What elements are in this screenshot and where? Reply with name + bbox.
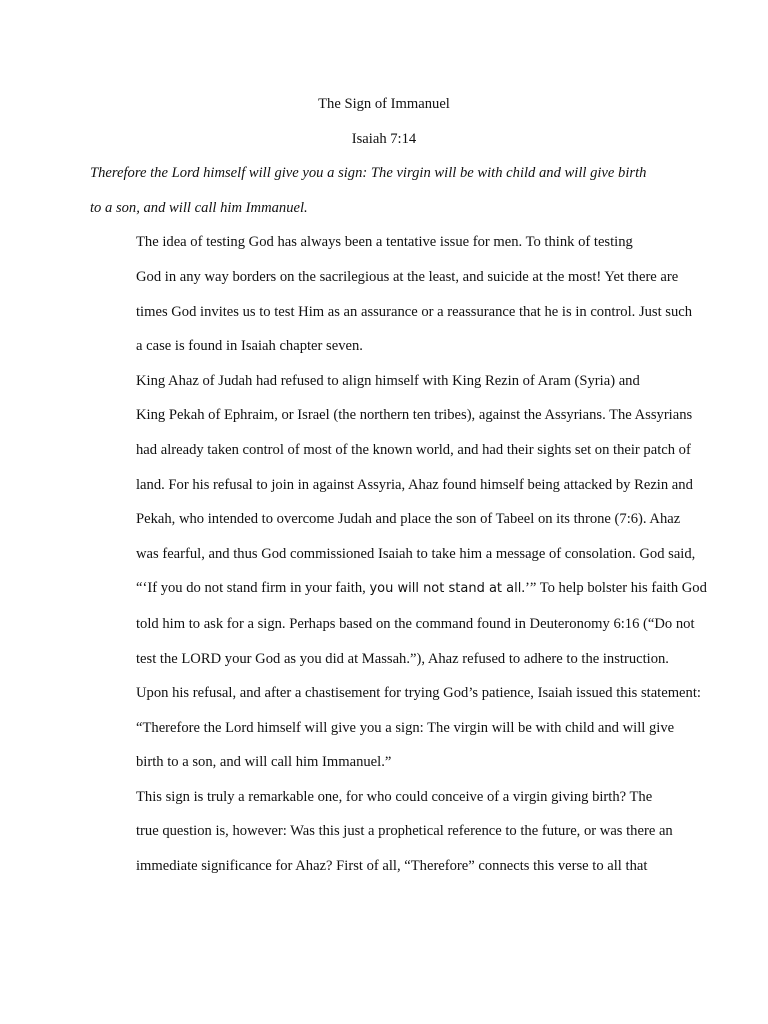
- paragraph-line: land. For his refusal to join in against Assyria, Ahaz found himself being attacked by Rezin and: [136, 476, 693, 493]
- paragraph-line: Upon his refusal, and after a chastisement for trying God’s patience, Isaiah issued this statement:: [136, 685, 701, 702]
- quote-sans-text: you will not stand at all: [369, 581, 522, 597]
- paragraph-1: [90, 225, 693, 363]
- paragraph-2: [90, 364, 707, 780]
- scripture-verse: [90, 156, 678, 225]
- paragraph-line: immediate significance for Ahaz? First of all, “Therefore” connects this verse to all that: [136, 858, 648, 875]
- quote-end: .’” To help bolster his faith God: [521, 580, 707, 597]
- paragraph-line: test the LORD your God as you did at Massah.”), Ahaz refused to adhere to the instruction.: [136, 650, 669, 667]
- paragraph-line: a case is found in Isaiah chapter seven.: [136, 338, 363, 355]
- document-title: The Sign of Immanuel: [318, 96, 450, 112]
- scripture-reference: Isaiah 7:14: [351, 130, 417, 147]
- verse-line: Therefore the Lord himself will give you a sign: The virgin will be with child and will give birth: [90, 165, 647, 182]
- paragraph-line: This sign is truly a remarkable one, for who could conceive of a virgin giving birth? The: [136, 788, 653, 805]
- paragraph-line: was fearful, and thus God commissioned Isaiah to take him a message of consolation. God said,: [136, 545, 696, 562]
- paragraph-line: “Therefore the Lord himself will give you a sign: The virgin will be with child and will give: [136, 719, 675, 736]
- paragraph-line: told him to ask for a sign. Perhaps based on the command found in Deuteronomy 6:16 (“Do not: [136, 615, 695, 632]
- paragraph-line: times God invites us to test Him as an assurance or a reassurance that he is in control. Just such: [136, 303, 693, 320]
- paragraph-line: The idea of testing God has always been a tentative issue for men. To think of testing: [136, 234, 633, 251]
- paragraph-line: Pekah, who intended to overcome Judah and place the son of Tabeel on its throne (7:6). Ahaz: [136, 511, 681, 528]
- quote-line: [90, 571, 707, 607]
- paragraph-line: had already taken control of most of the known world, and had their sights set on their patch of: [136, 441, 691, 458]
- paragraph-line: true question is, however: Was this just a prophetical reference to the future, or was there an: [136, 823, 673, 840]
- paragraph-line: God in any way borders on the sacrilegious at the least, and suicide at the most! Yet there are: [136, 268, 679, 285]
- paragraph-line: King Pekah of Ephraim, or Israel (the northern ten tribes), against the Assyrians. The Assyrians: [136, 407, 693, 424]
- paragraph-3: [90, 780, 678, 884]
- document-page: [90, 87, 707, 884]
- quote-start: “‘If you do not stand firm in your faith,: [136, 580, 370, 597]
- paragraph-line: birth to a son, and will call him Immanuel.”: [136, 754, 392, 771]
- verse-line: to a son, and will call him Immanuel.: [90, 199, 308, 216]
- paragraph-line: King Ahaz of Judah had refused to align himself with King Rezin of Aram (Syria) and: [136, 372, 640, 389]
